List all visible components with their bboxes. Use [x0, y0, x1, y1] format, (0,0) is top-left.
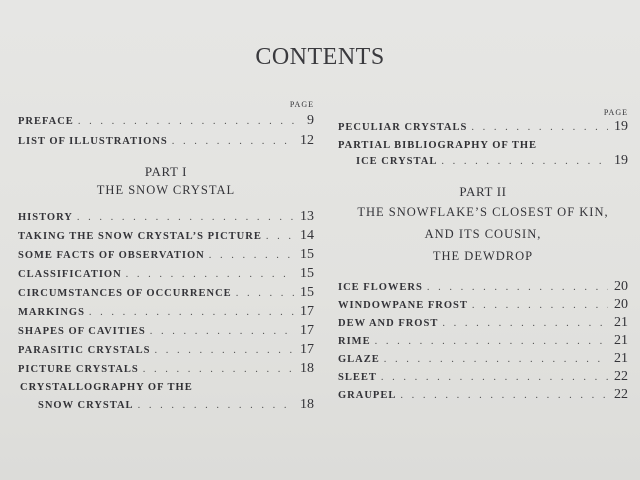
toc-entry [18, 304, 314, 320]
toc-entry-page: 21 [614, 315, 628, 330]
toc-entry-page: 21 [614, 333, 628, 348]
toc-entry-preface [18, 113, 314, 129]
part-heading: PART I [144, 164, 188, 179]
toc-entry-list-of-illustrations [18, 133, 314, 149]
toc-entry [338, 315, 628, 331]
toc-entry-label: RIME [338, 336, 371, 347]
toc-entry-page: 12 [300, 133, 314, 148]
toc-entry [338, 279, 628, 295]
part-title-line2: AND ITS COUSIN, [424, 227, 542, 241]
toc-entry-page: 20 [614, 297, 628, 312]
toc-entry-label: ICE FLOWERS [338, 282, 423, 293]
toc-entry [18, 209, 314, 225]
toc-entry-bibliography [338, 153, 628, 169]
toc-entry-label: PECULIAR CRYSTALS [338, 122, 468, 133]
leader-dots [138, 400, 294, 411]
toc-entry-label: SOME FACTS OF OBSERVATION [18, 250, 205, 261]
toc-list [18, 209, 314, 377]
toc-entry-page: 22 [614, 369, 628, 384]
leader-dots [78, 116, 294, 127]
leader-dots [471, 122, 608, 133]
leader-dots [472, 300, 608, 311]
toc-entry-page: 15 [300, 285, 314, 300]
toc-entry [18, 228, 314, 244]
toc-entry-page: 17 [300, 304, 314, 319]
part-title: THE SNOW CRYSTAL [96, 183, 236, 197]
toc-entry-page: 19 [614, 119, 628, 134]
toc-entry-label: GLAZE [338, 354, 380, 365]
toc-entry-page: 20 [614, 279, 628, 294]
toc-entry [338, 333, 628, 349]
toc-entry-label: PARTIAL BIBLIOGRAPHY OF THE [338, 140, 538, 151]
leader-dots [384, 354, 608, 365]
toc-list [338, 279, 628, 403]
leader-dots [427, 282, 608, 293]
leader-dots [126, 269, 294, 280]
toc-entry [18, 342, 314, 358]
left-column [18, 100, 314, 413]
toc-entry [338, 297, 628, 313]
toc-entry-page: 15 [300, 247, 314, 262]
toc-entry-page: 21 [614, 351, 628, 366]
leader-dots [209, 250, 294, 261]
toc-entry-label: HISTORY [18, 212, 73, 223]
leader-dots [381, 372, 608, 383]
leader-dots [172, 136, 294, 147]
leader-dots [77, 212, 294, 223]
toc-entry-label: WINDOWPANE FROST [338, 300, 468, 311]
leader-dots [375, 336, 608, 347]
toc-entry-page: 18 [300, 397, 314, 412]
part-title-line3: THE DEWDROP [432, 249, 534, 263]
toc-entry-label: CLASSIFICATION [18, 269, 122, 280]
toc-entry-label: PREFACE [18, 116, 74, 127]
leader-dots [400, 390, 608, 401]
page-title: CONTENTS [255, 44, 385, 70]
toc-entry-page: 19 [614, 153, 628, 168]
leader-dots [236, 288, 294, 299]
right-column [338, 108, 628, 403]
toc-entry [338, 387, 628, 403]
toc-entry-page: 13 [300, 209, 314, 224]
toc-entry-label: LIST OF ILLUSTRATIONS [18, 136, 168, 147]
page-column-header: PAGE [289, 100, 314, 109]
toc-entry-crystallography [18, 397, 314, 413]
toc-entry-label: MARKINGS [18, 307, 85, 318]
leader-dots [150, 326, 294, 337]
toc-entry [18, 266, 314, 282]
toc-entry-bibliography-line1 [338, 140, 628, 151]
leader-dots [143, 364, 294, 375]
toc-entry-label: ICE CRYSTAL [356, 156, 438, 167]
toc-entry-page: 18 [300, 361, 314, 376]
toc-entry-label: CRYSTALLOGRAPHY OF THE [20, 382, 193, 393]
toc-entry-label: SNOW CRYSTAL [38, 400, 134, 411]
toc-entry [18, 361, 314, 377]
toc-entry [18, 323, 314, 339]
leader-dots [441, 156, 608, 167]
toc-entry-label: SHAPES OF CAVITIES [18, 326, 146, 337]
toc-entry [18, 247, 314, 263]
toc-entry-page: 17 [300, 323, 314, 338]
toc-entry-label: TAKING THE SNOW CRYSTAL’S PICTURE [18, 231, 262, 242]
toc-entry-page: 15 [300, 266, 314, 281]
toc-entry-label: GRAUPEL [338, 390, 397, 401]
toc-entry-page: 14 [300, 228, 314, 243]
leader-dots [442, 318, 608, 329]
toc-entry-page: 9 [307, 113, 314, 128]
toc-entry [18, 285, 314, 301]
toc-entry-page: 17 [300, 342, 314, 357]
leader-dots [266, 231, 294, 242]
leader-dots [89, 307, 294, 318]
leader-dots [154, 345, 294, 356]
toc-entry-label: DEW AND FROST [338, 318, 439, 329]
toc-entry-page: 22 [614, 387, 628, 402]
part-heading: PART II [459, 184, 507, 199]
toc-entry-label: CIRCUMSTANCES OF OCCURRENCE [18, 288, 232, 299]
toc-entry-crystallography-line1 [18, 382, 314, 393]
page-column-header: PAGE [603, 108, 628, 117]
toc-entry-label: PICTURE CRYSTALS [18, 364, 139, 375]
toc-entry-label: PARASITIC CRYSTALS [18, 345, 151, 356]
toc-entry-peculiar-crystals [338, 119, 628, 135]
part-title-line1: THE SNOWFLAKE’S CLOSEST OF KIN, [357, 205, 609, 219]
toc-entry [338, 351, 628, 367]
toc-entry-label: SLEET [338, 372, 377, 383]
toc-entry [338, 369, 628, 385]
